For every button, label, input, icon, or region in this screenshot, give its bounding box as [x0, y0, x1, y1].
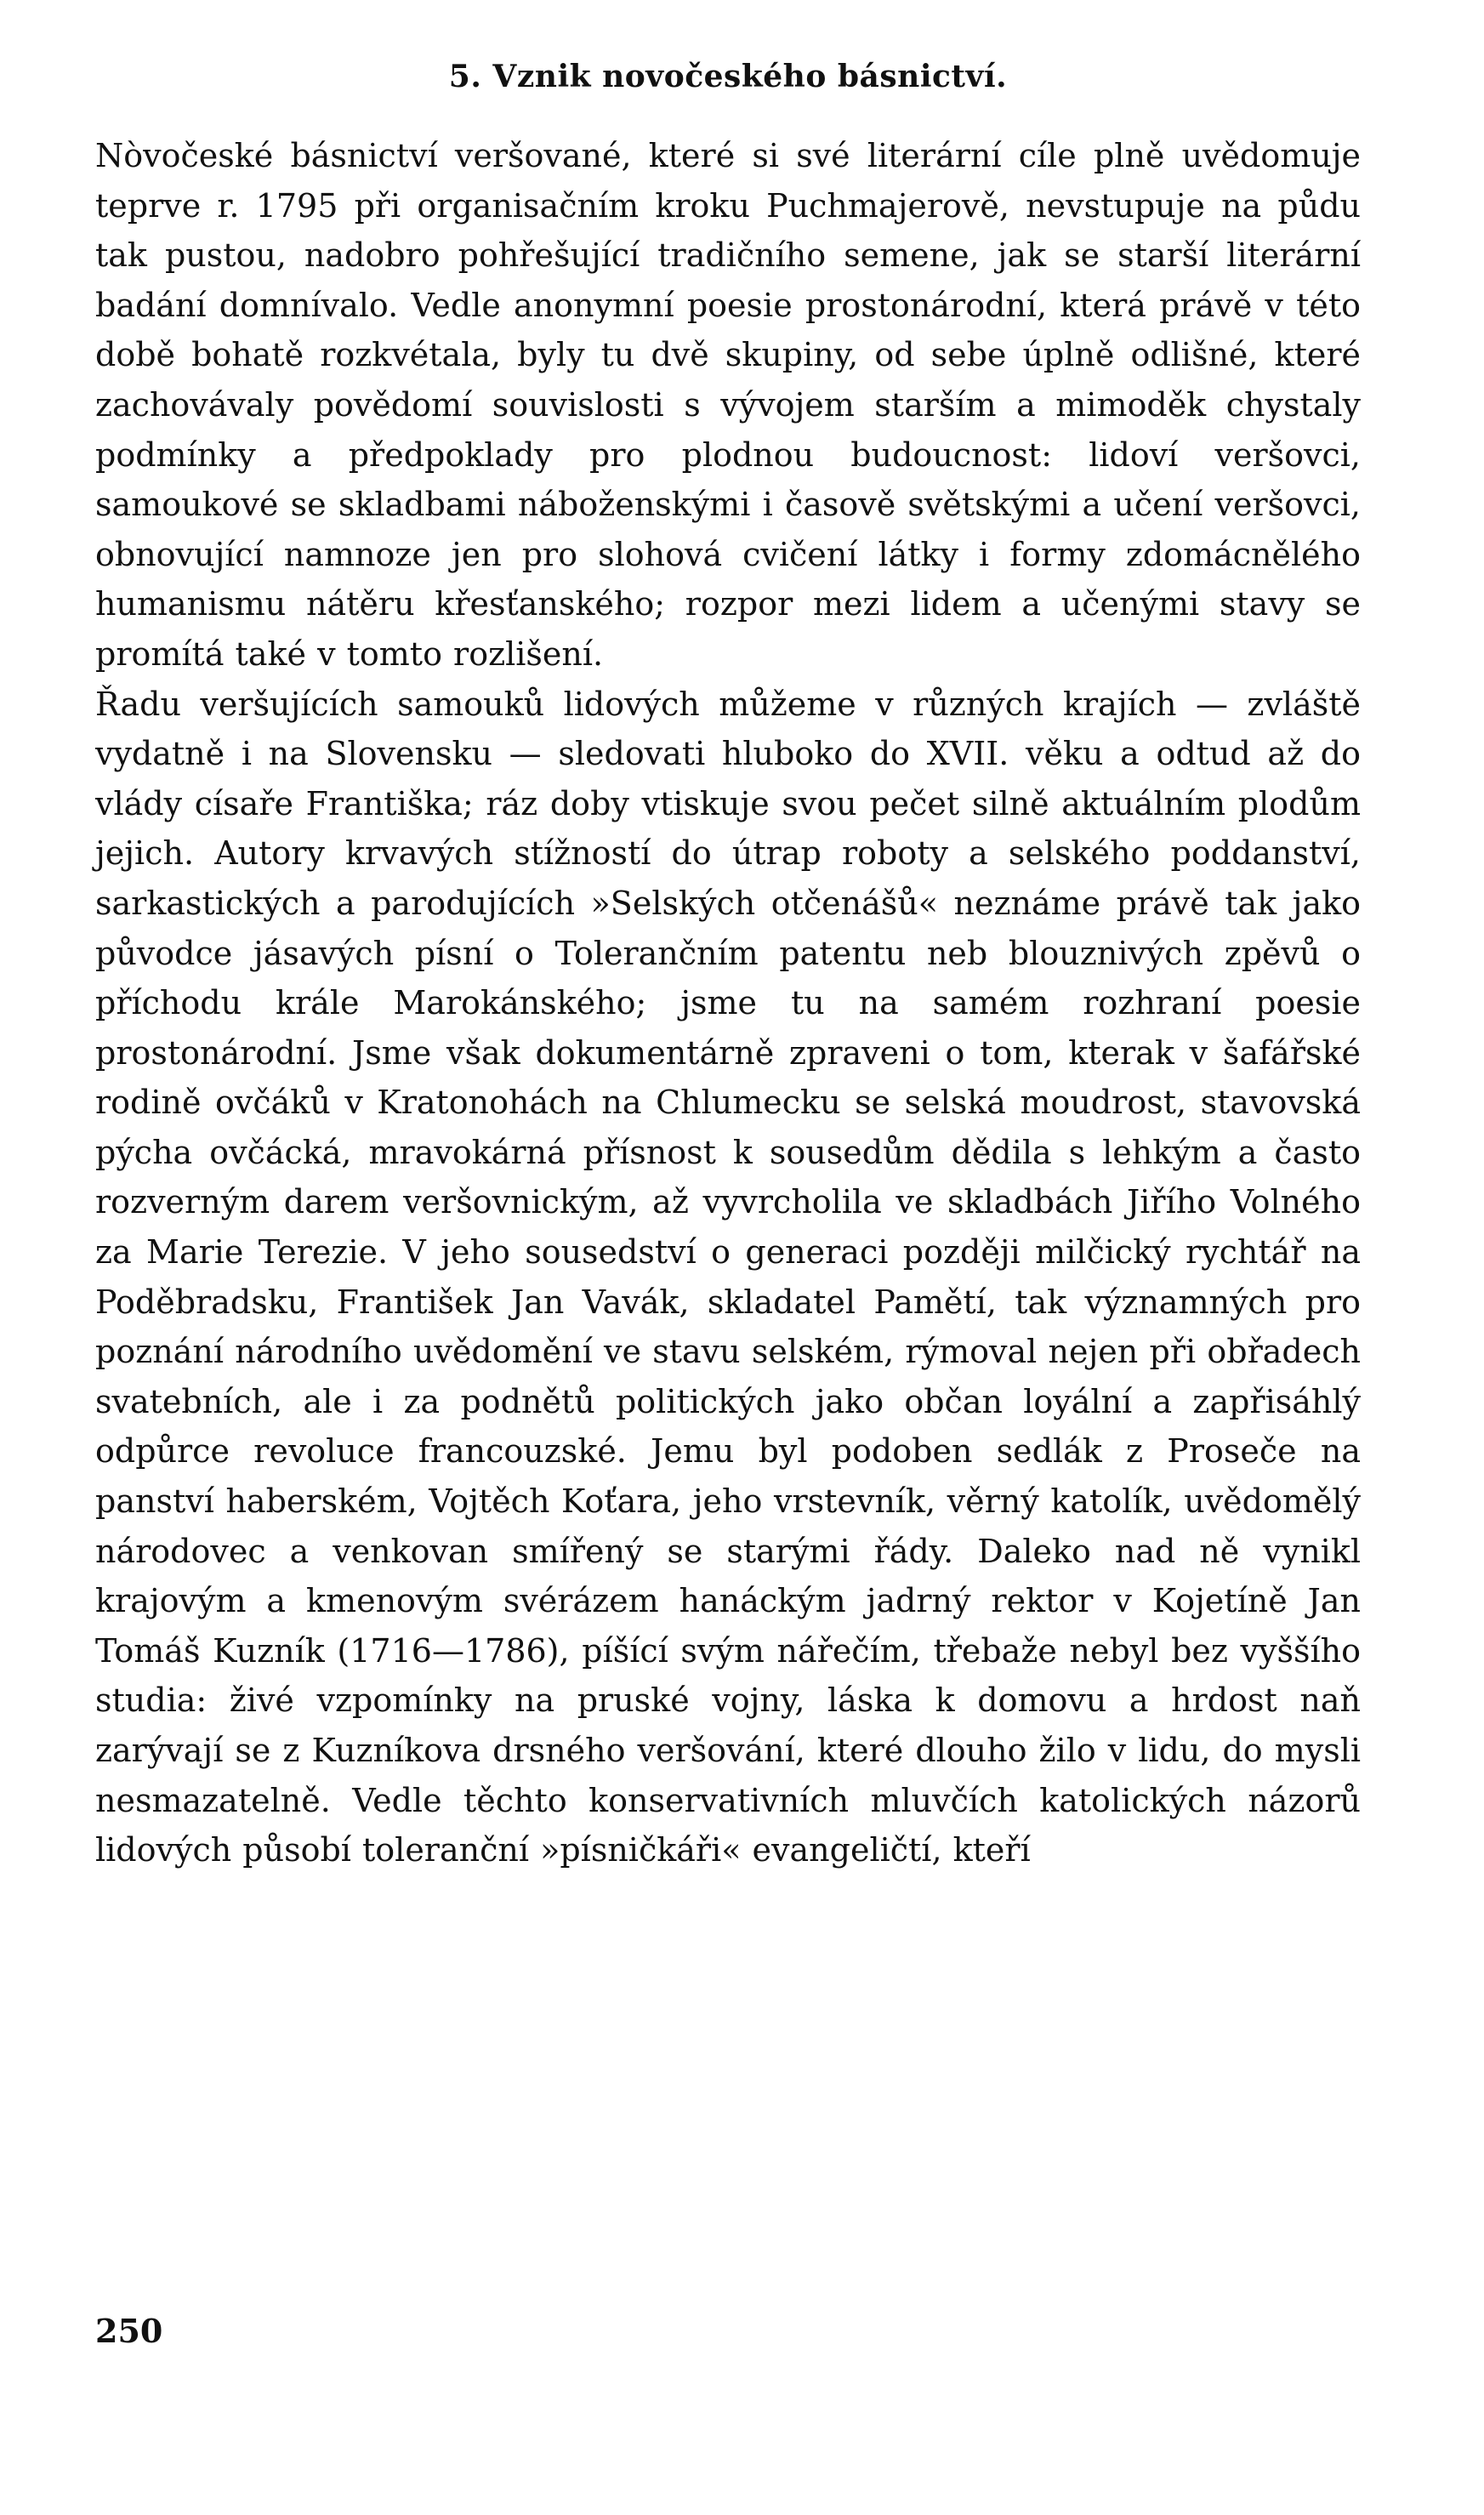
page-number: 250: [95, 2312, 163, 2350]
page-body: [95, 51, 1361, 1875]
chapter-heading: 5. Vznik novočeského básnictví.: [448, 59, 1008, 94]
paragraph-2: Řadu veršujících samouků lidových můžeme v různých krajích — zvláště vydatně i na Slovensku — sledovati hluboko do XVII. věku a odtud až do vlády císaře Františka; ráz doby vtiskuje svou pečet silně aktuálním plodům jejich. Autory krvavých stížností do útrap roboty a selského poddanství, sarkastických a parodujících »Selských otčenášů« neznáme právě tak jako původce jásavých písní o Tolerančním patentu neb blouznivých zpěvů o příchodu krále Marokánského; jsme tu na samém rozhraní poesie prostonárodní. Jsme však dokumentárně zpraveni o tom, kterak v šafářské rodině ovčáků v Kratonohách na Chlumecku se selská moudrost, stavovská pýcha ovčácká, mravokárná přísnost k sousedům dědila s lehkým a často rozverným darem veršovnickým, až vyvrcholila ve skladbách Jiřího Volného za Marie Terezie. V jeho sousedství o generaci později milčický rychtář na Poděbradsku, František Jan Vavák, skladatel Pamětí, tak významných pro poznání národního uvědomění ve stavu selském, rýmoval nejen při obřadech svatebních, ale i za podnětů politických jako občan loyální a zapřisáhlý odpůrce revoluce francouzské. Jemu byl podoben sedlák z Proseče na panství haberském, Vojtěch Koťara, jeho vrstevník, věrný katolík, uvědomělý národovec a venkovan smířený se starými řády. Daleko nad ně vynikl krajovým a kmenovým svérázem hanáckým jadrný rektor v Kojetíně Jan Tomáš Kuzník (1716—1786), píšící svým nářečím, třebaže nebyl bez vyššího studia: živé vzpomínky na pruské vojny, láska k domovu a hrdost naň zarývají se z Kuzníkova drsného veršování, které dlouho žilo v lidu, do mysli nesmazatelně. Vedle těchto konservativních mluvčích katolických názorů lidových působí toleranční »písničkáři« evangeličtí, kteří: [95, 685, 1361, 1869]
paragraph-1: Nòvočeské básnictví veršované, které si své literární cíle plně uvědomuje teprve r. 1795 při organisačním kroku Puchmajerově, nevstupuje na půdu tak pustou, nadobro pohřešující tradičního semene, jak se starší literární badání domnívalo. Vedle anonymní poesie prostonárodní, která právě v této době bohatě rozkvétala, byly tu dvě skupiny, od sebe úplně odlišné, které zachovávaly povědomí souvislosti s vývojem starším a mimoděk chystaly podmínky a předpoklady pro plodnou budoucnost: lidoví veršovci, samoukové se skladbami náboženskými i časově světskými a učení veršovci, obnovující namnoze jen pro slohová cvičení látky i formy zdomácnělého humanismu nátěru křesťanského; rozpor mezi lidem a učenými stavy se promítá také v tomto rozlišení.: [95, 137, 1361, 673]
